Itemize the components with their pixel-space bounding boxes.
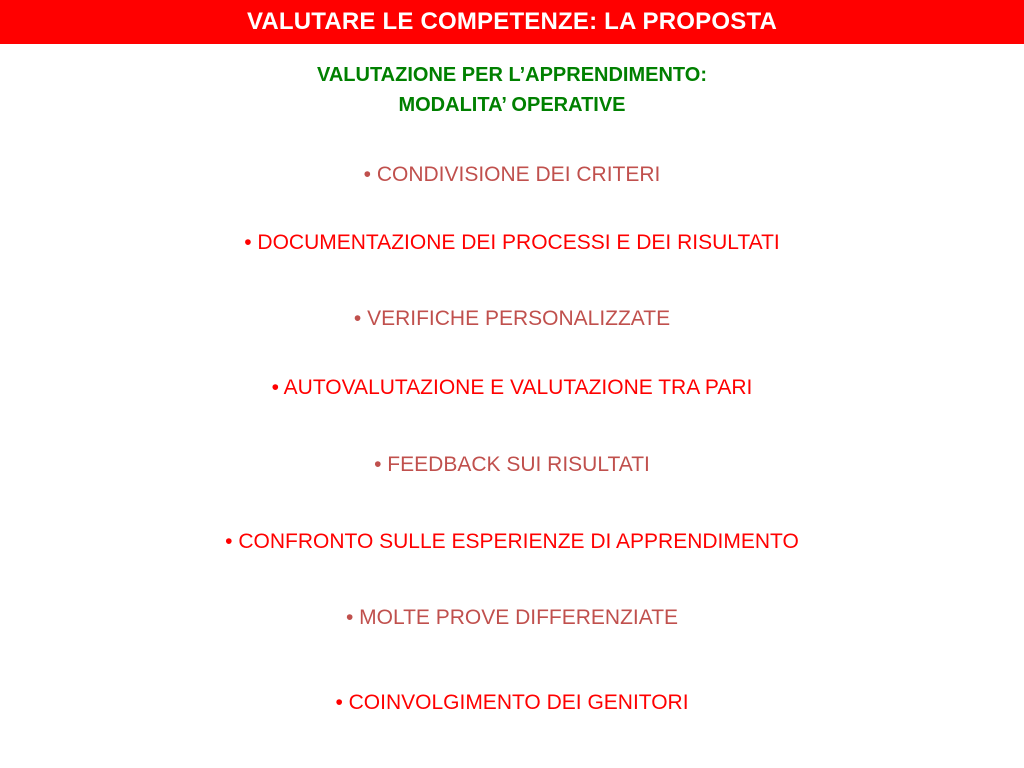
- bullet-item: • MOLTE PROVE DIFFERENZIATE: [345, 606, 679, 629]
- bullet-item: • CONDIVISIONE DEI CRITERI: [363, 163, 661, 186]
- slide-title: VALUTARE LE COMPETENZE: LA PROPOSTA: [246, 8, 778, 35]
- bullet-item: • VERIFICHE PERSONALIZZATE: [353, 307, 671, 330]
- bullet-item: • AUTOVALUTAZIONE E VALUTAZIONE TRA PARI: [271, 376, 753, 399]
- bullet-item: • FEEDBACK SUI RISULTATI: [374, 453, 650, 476]
- subtitle-line-2: MODALITA’ OPERATIVE: [398, 94, 626, 116]
- bullet-item: • DOCUMENTAZIONE DEI PROCESSI E DEI RISULTATI: [244, 231, 780, 254]
- subtitle-line-1: VALUTAZIONE PER L’APPRENDIMENTO:: [316, 64, 708, 86]
- bullet-item: • CONFRONTO SULLE ESPERIENZE DI APPRENDIMENTO: [225, 530, 799, 553]
- bullet-item: • COINVOLGIMENTO DEI GENITORI: [335, 691, 689, 714]
- title-bar: [0, 0, 1024, 44]
